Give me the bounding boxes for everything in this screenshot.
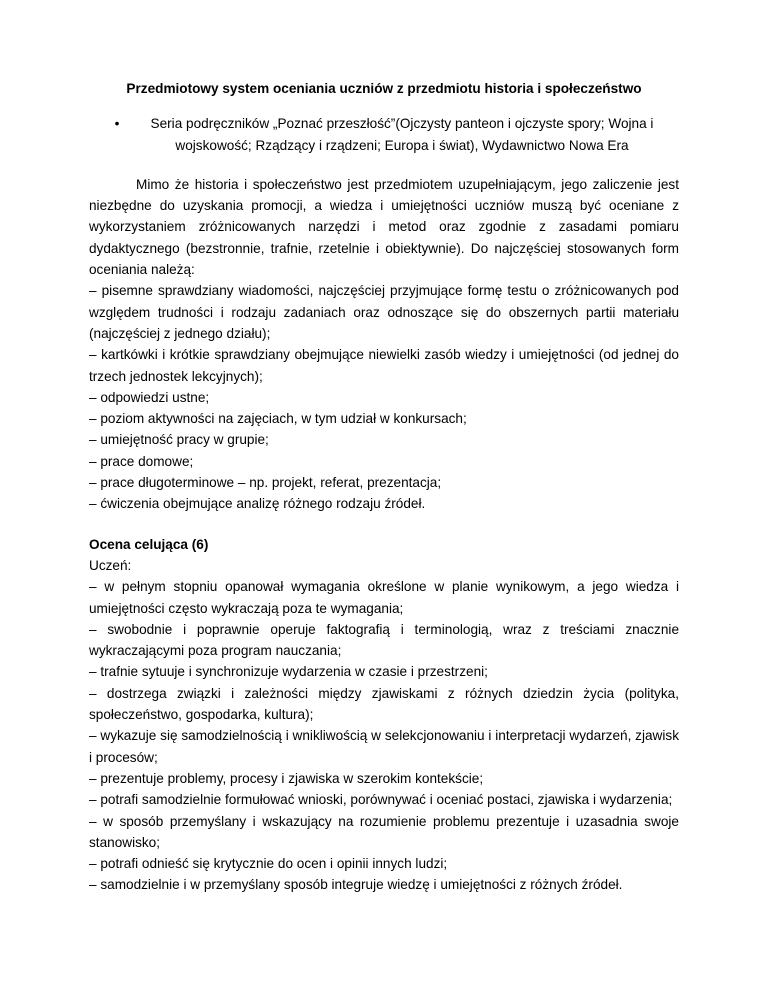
list-item: – swobodnie i poprawnie operuje faktografią i terminologią, wraz z treściami znacznie wykraczającymi poza program nauczania; <box>89 621 679 659</box>
list-item: – potrafi odnieść się krytycznie do ocen i opinii innych ludzi; <box>89 856 448 872</box>
list-item: – trafnie sytuuje i synchronizuje wydarzenia w czasie i przestrzeni; <box>89 664 488 680</box>
list-item: – dostrzega związki i zależności między zjawiskami z różnych dziedzin życia (polityka, społeczeństwo, gospodarka, kultura); <box>89 685 679 723</box>
list-item: – kartkówki i krótkie sprawdziany obejmujące niewielki zasób wiedzy i umiejętności (od jednej do trzech jednostek lekcyjnych); <box>89 347 679 384</box>
document-title: Przedmiotowy system oceniania uczniów z przedmiotu historia i społeczeństwo <box>126 81 642 96</box>
list-item: – prace długoterminowe – np. projekt, referat, prezentacja; <box>89 475 442 491</box>
intro-paragraph: Mimo że historia i społeczeństwo jest przedmiotem uzupełniającym, jego zaliczenie jest niezbędne do uzyskania promocji, a wiedza i umiejętności uczniów muszą być oceniane z wykorzystaniem zróżnicowanych narzędzi i metod oraz zgodnie z zasadami pomiaru dydaktycznego (bezstronnie, trafnie, rzetelnie i obiektywnie). Do najczęściej stosowanych form oceniania należą: <box>89 176 679 278</box>
document-page <box>89 78 679 896</box>
list-item: – potrafi samodzielnie formułować wnioski, porównywać i oceniać postaci, zjawiska i wydarzenia; <box>89 792 673 808</box>
list-item: – prezentuje problemy, procesy i zjawiska w szerokim kontekście; <box>89 770 484 786</box>
list-item: – ćwiczenia obejmujące analizę różnego rodzaju źródeł. <box>89 496 426 512</box>
student-label: Uczeń: <box>89 557 132 573</box>
grade-requirements-list <box>89 576 679 895</box>
list-item: – w pełnym stopniu opanował wymagania określone w planie wynikowym, a jego wiedza i umiejętności często wykraczają poza te wymagania; <box>89 579 679 616</box>
grade-heading: Ocena celująca (6) <box>89 536 209 552</box>
bullet-icon: • <box>114 116 120 132</box>
assessment-forms-list <box>89 280 679 514</box>
textbook-series-text: Seria podręczników „Poznać przeszłość”(Ojczysty panteon i ojczyste spory; Wojna i wojskowość; Rządzący i rządzeni; Europa i świat), Wydawnictwo Nowa Era <box>150 116 654 153</box>
list-item: – pisemne sprawdziany wiadomości, najczęściej przyjmujące formę testu o zróżnicowanych pod względem trudności i rodzaju zadaniach oraz odnoszące się do obszernych partii materiału (najczęściej z jednego działu); <box>89 283 679 341</box>
list-item: – w sposób przemyślany i wskazujący na rozumienie problemu prezentuje i uzasadnia swoje stanowisko; <box>89 813 679 850</box>
textbook-series <box>89 113 679 156</box>
list-item: – wykazuje się samodzielnością i wnikliwością w selekcjonowaniu i interpretacji wydarzeń, zjawisk i procesów; <box>89 728 679 765</box>
list-item: – odpowiedzi ustne; <box>89 389 210 405</box>
list-item: – prace domowe; <box>89 453 194 469</box>
list-item: – samodzielnie i w przemyślany sposób integruje wiedzę i umiejętności z różnych źródeł. <box>89 877 623 893</box>
list-item: – poziom aktywności na zajęciach, w tym udział w konkursach; <box>89 411 467 427</box>
list-item: – umiejętność pracy w grupie; <box>89 432 269 448</box>
